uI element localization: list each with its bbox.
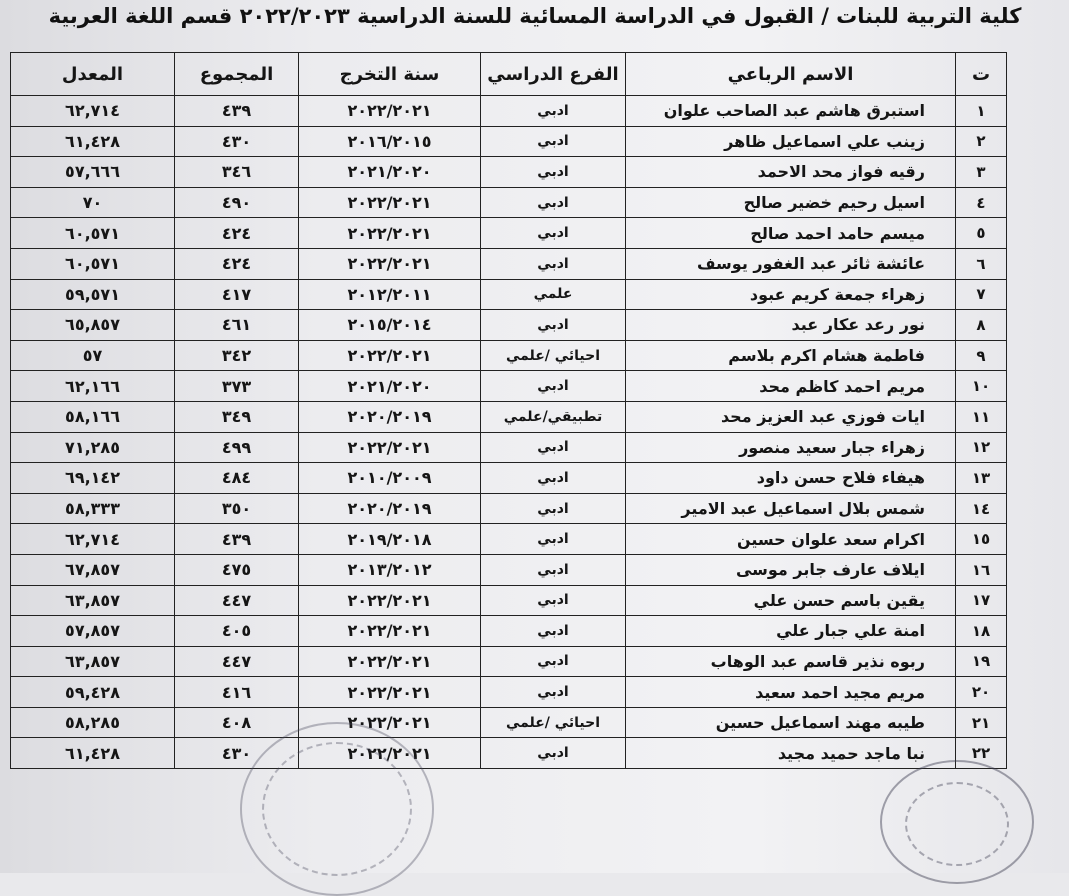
total-score: ٤٩٠ [175,187,299,218]
table-row [11,585,1007,616]
table-row [11,340,1007,371]
total-score: ٤٢٤ [175,248,299,279]
student-name: فاطمة هشام اكرم بلاسم [626,340,956,371]
student-name: ايلاف عارف جابر موسى [626,554,956,585]
graduation-year: ٢٠٢٢/٢٠٢١ [299,340,481,371]
table-row [11,218,1007,249]
study-branch: ادبي [481,585,626,616]
total-score: ٣٤٦ [175,157,299,188]
study-branch: ادبي [481,96,626,127]
graduation-year: ٢٠٢٢/٢٠٢١ [299,646,481,677]
student-name: طيبه مهند اسماعيل حسين [626,707,956,738]
graduation-year: ٢٠٢٢/٢٠٢١ [299,218,481,249]
graduation-year: ٢٠١٢/٢٠١١ [299,279,481,310]
total-score: ٤٣٠ [175,126,299,157]
study-branch: ادبي [481,738,626,769]
average-score: ٦٠,٥٧١ [11,218,175,249]
row-number: ١٣ [956,463,1007,494]
total-score: ٤٣٠ [175,738,299,769]
study-branch: ادبي [481,126,626,157]
student-name: اسيل رحيم خضير صالح [626,187,956,218]
row-number: ٥ [956,218,1007,249]
average-score: ٧١,٢٨٥ [11,432,175,463]
table-row [11,616,1007,647]
graduation-year: ٢٠٢٢/٢٠٢١ [299,187,481,218]
graduation-year: ٢٠٢١/٢٠٢٠ [299,371,481,402]
student-name: نور رعد عكار عبد [626,310,956,341]
graduation-year: ٢٠٢٢/٢٠٢١ [299,616,481,647]
row-number: ١٠ [956,371,1007,402]
study-branch: ادبي [481,187,626,218]
graduation-year: ٢٠٢٠/٢٠١٩ [299,493,481,524]
student-name: نبا ماجد حميد مجيد [626,738,956,769]
average-score: ٦٢,٧١٤ [11,96,175,127]
graduation-year: ٢٠١٣/٢٠١٢ [299,554,481,585]
total-score: ٤٧٥ [175,554,299,585]
graduation-year: ٢٠١٥/٢٠١٤ [299,310,481,341]
average-score: ٦٠,٥٧١ [11,248,175,279]
university-seal-inner-ring [905,782,1009,866]
study-branch: علمي [481,279,626,310]
row-number: ٢١ [956,707,1007,738]
average-score: ٦٣,٨٥٧ [11,585,175,616]
total-score: ٤٢٤ [175,218,299,249]
average-score: ٦٢,٧١٤ [11,524,175,555]
row-number: ١٦ [956,554,1007,585]
header-average: المعدل [11,53,175,96]
study-branch: ادبي [481,524,626,555]
admissions-table [10,52,1007,769]
row-number: ١ [956,96,1007,127]
student-name: استبرق هاشم عبد الصاحب علوان [626,96,956,127]
table-row [11,432,1007,463]
total-score: ٤٤٧ [175,646,299,677]
average-score: ٦٢,١٦٦ [11,371,175,402]
graduation-year: ٢٠٢٢/٢٠٢١ [299,248,481,279]
average-score: ٥٧ [11,340,175,371]
graduation-year: ٢٠٢٢/٢٠٢١ [299,432,481,463]
row-number: ١٧ [956,585,1007,616]
study-branch: ادبي [481,646,626,677]
average-score: ٥٨,١٦٦ [11,401,175,432]
student-name: مريم مجيد احمد سعيد [626,677,956,708]
student-name: يقين باسم حسن علي [626,585,956,616]
row-number: ٦ [956,248,1007,279]
average-score: ٦١,٤٢٨ [11,126,175,157]
table-row [11,401,1007,432]
row-number: ١٩ [956,646,1007,677]
study-branch: ادبي [481,310,626,341]
student-name: زهراء جمعة كريم عبود [626,279,956,310]
row-number: ٢٢ [956,738,1007,769]
total-score: ٤٠٥ [175,616,299,647]
graduation-year: ٢٠٢٢/٢٠٢١ [299,738,481,769]
total-score: ٣٤٩ [175,401,299,432]
table-row [11,187,1007,218]
total-score: ٣٥٠ [175,493,299,524]
table-body [11,96,1007,769]
table-row [11,554,1007,585]
row-number: ١٢ [956,432,1007,463]
graduation-year: ٢٠١٠/٢٠٠٩ [299,463,481,494]
average-score: ٦١,٤٢٨ [11,738,175,769]
table-header-row [11,53,1007,96]
table-row [11,371,1007,402]
study-branch: احيائي /علمي [481,707,626,738]
student-name: اكرام سعد علوان حسين [626,524,956,555]
total-score: ٣٧٣ [175,371,299,402]
row-number: ٩ [956,340,1007,371]
student-name: عائشة ثائر عبد الغفور يوسف [626,248,956,279]
study-branch: ادبي [481,677,626,708]
total-score: ٤٤٧ [175,585,299,616]
graduation-year: ٢٠١٩/٢٠١٨ [299,524,481,555]
row-number: ٧ [956,279,1007,310]
average-score: ٥٩,٤٢٨ [11,677,175,708]
row-number: ٢ [956,126,1007,157]
average-score: ٧٠ [11,187,175,218]
row-number: ٢٠ [956,677,1007,708]
student-name: ايات فوزي عبد العزيز محد [626,401,956,432]
average-score: ٦٩,١٤٢ [11,463,175,494]
study-branch: ادبي [481,157,626,188]
total-score: ٤٦١ [175,310,299,341]
student-name: هيفاء فلاح حسن داود [626,463,956,494]
study-branch: ادبي [481,218,626,249]
total-score: ٤١٧ [175,279,299,310]
graduation-year: ٢٠٢٢/٢٠٢١ [299,707,481,738]
student-name: شمس بلال اسماعيل عبد الامير [626,493,956,524]
header-number: ت [956,53,1007,96]
student-name: مريم احمد كاظم محد [626,371,956,402]
average-score: ٦٥,٨٥٧ [11,310,175,341]
row-number: ١٤ [956,493,1007,524]
row-number: ١١ [956,401,1007,432]
university-seal-stamp [880,760,1034,884]
total-score: ٣٤٢ [175,340,299,371]
student-name: امنة علي جبار علي [626,616,956,647]
table-row [11,96,1007,127]
document-title: كلية التربية للبنات / القبول في الدراسة المسائية للسنة الدراسية ٢٠٢٢/٢٠٢٣ قسم اللغة العربية [48,4,1022,28]
average-score: ٥٨,٢٨٥ [11,707,175,738]
average-score: ٦٧,٨٥٧ [11,554,175,585]
header-branch: الفرع الدراسي [481,53,626,96]
study-branch: احيائي /علمي [481,340,626,371]
total-score: ٤٨٤ [175,463,299,494]
table-row [11,707,1007,738]
row-number: ٣ [956,157,1007,188]
table-row [11,310,1007,341]
total-score: ٤١٦ [175,677,299,708]
table-row [11,646,1007,677]
average-score: ٥٩,٥٧١ [11,279,175,310]
header-total: المجموع [175,53,299,96]
header-graduation-year: سنة التخرج [299,53,481,96]
header-full-name: الاسم الرباعي [626,53,956,96]
study-branch: ادبي [481,493,626,524]
average-score: ٥٧,٨٥٧ [11,616,175,647]
graduation-year: ٢٠٢٢/٢٠٢١ [299,677,481,708]
graduation-year: ٢٠٢٢/٢٠٢١ [299,96,481,127]
table-row [11,279,1007,310]
study-branch: تطبيقي/علمي [481,401,626,432]
table-row [11,738,1007,769]
table-row [11,524,1007,555]
study-branch: ادبي [481,432,626,463]
average-score: ٦٣,٨٥٧ [11,646,175,677]
graduation-year: ٢٠٢٢/٢٠٢١ [299,585,481,616]
row-number: ٨ [956,310,1007,341]
total-score: ٤٣٩ [175,524,299,555]
row-number: ١٥ [956,524,1007,555]
table-row [11,493,1007,524]
study-branch: ادبي [481,371,626,402]
graduation-year: ٢٠١٦/٢٠١٥ [299,126,481,157]
row-number: ٤ [956,187,1007,218]
table-row [11,677,1007,708]
table-row [11,157,1007,188]
table-row [11,248,1007,279]
table-row [11,126,1007,157]
student-name: زهراء جبار سعيد منصور [626,432,956,463]
total-score: ٤٩٩ [175,432,299,463]
total-score: ٤٠٨ [175,707,299,738]
graduation-year: ٢٠٢٠/٢٠١٩ [299,401,481,432]
study-branch: ادبي [481,248,626,279]
study-branch: ادبي [481,554,626,585]
student-name: زينب علي اسماعيل ظاهر [626,126,956,157]
total-score: ٤٣٩ [175,96,299,127]
study-branch: ادبي [481,616,626,647]
graduation-year: ٢٠٢١/٢٠٢٠ [299,157,481,188]
student-name: ميسم حامد احمد صالح [626,218,956,249]
study-branch: ادبي [481,463,626,494]
average-score: ٥٨,٣٣٣ [11,493,175,524]
table-row [11,463,1007,494]
average-score: ٥٧,٦٦٦ [11,157,175,188]
student-name: ربوه نذير قاسم عبد الوهاب [626,646,956,677]
row-number: ١٨ [956,616,1007,647]
student-name: رقيه فواز محد الاحمد [626,157,956,188]
